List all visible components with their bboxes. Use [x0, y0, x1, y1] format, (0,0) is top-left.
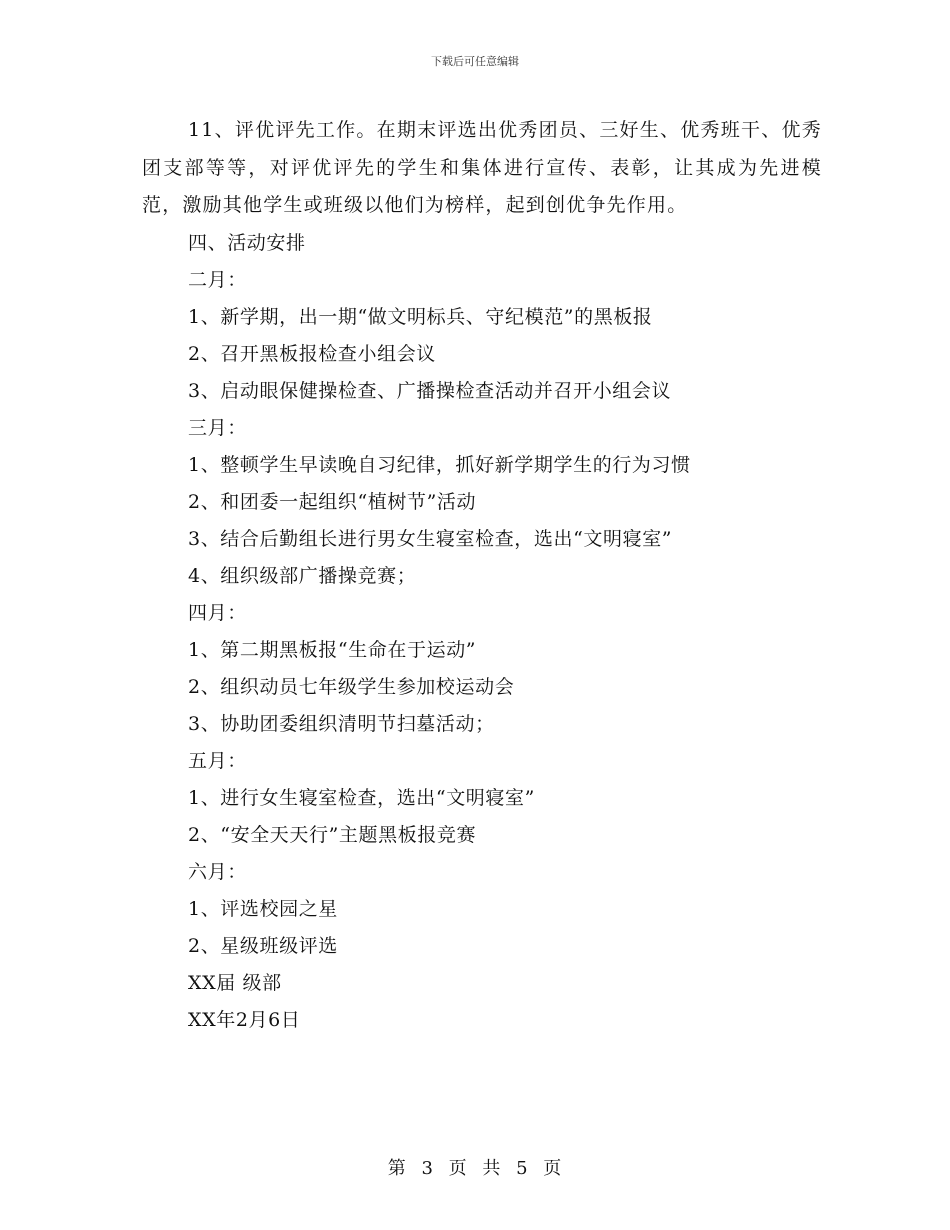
- total-pages-number: 5: [516, 1158, 529, 1179]
- section-heading: 四、活动安排: [188, 231, 306, 254]
- month-heading: 三月：: [188, 416, 247, 439]
- signature-department: XX届 级部: [188, 971, 282, 994]
- page-footer: [0, 1154, 950, 1180]
- month-heading: 二月：: [188, 268, 247, 291]
- list-item: 1、进行女生寝室检查，选出“文明寝室”: [188, 786, 535, 809]
- page-label-total-prefix: 共: [482, 1158, 502, 1179]
- list-item: 4、组织级部广播操竞赛；: [188, 564, 417, 587]
- list-item: 2、召开黑板报检查小组会议: [188, 342, 436, 365]
- page-label-prefix: 第: [387, 1158, 407, 1179]
- current-page-number: 3: [421, 1158, 434, 1179]
- intro-paragraph: 11、评优评先工作。在期末评选出优秀团员、三好生、优秀班干、优秀团支部等等，对评优评先的学生和集体进行宣传、表彰，让其成为先进模范，激励其他学生或班级以他们为榜样，起到创优争先作用。: [142, 119, 822, 216]
- month-heading: 四月：: [188, 601, 247, 624]
- month-heading: 五月：: [188, 749, 247, 772]
- list-item: 1、评选校园之星: [188, 897, 338, 920]
- list-item: 3、启动眼保健操检查、广播操检查活动并召开小组会议: [188, 379, 672, 402]
- list-item: 3、结合后勤组长进行男女生寝室检查，选出“文明寝室”: [188, 527, 673, 550]
- signature-date: XX年2月6日: [188, 1008, 301, 1031]
- document-body: [142, 112, 822, 1039]
- list-item: 1、第二期黑板报“生命在于运动”: [188, 638, 477, 661]
- list-item: 3、协助团委组织清明节扫墓活动；: [188, 712, 495, 735]
- list-item: 2、星级班级评选: [188, 934, 338, 957]
- list-item: 2、和团委一起组织“植树节”活动: [188, 490, 477, 513]
- list-item: 2、“安全天天行”主题黑板报竞赛: [188, 823, 477, 846]
- list-item: 1、新学期，出一期“做文明标兵、守纪模范”的黑板报: [188, 305, 653, 328]
- list-item: 1、整顿学生早读晚自习纪律，抓好新学期学生的行为习惯: [188, 453, 691, 476]
- page-label-suffix: 页: [543, 1158, 563, 1179]
- header-note: 下载后可任意编辑: [431, 55, 519, 68]
- list-item: 2、组织动员七年级学生参加校运动会: [188, 675, 515, 698]
- month-heading: 六月：: [188, 860, 247, 883]
- page-label-mid: 页: [448, 1158, 468, 1179]
